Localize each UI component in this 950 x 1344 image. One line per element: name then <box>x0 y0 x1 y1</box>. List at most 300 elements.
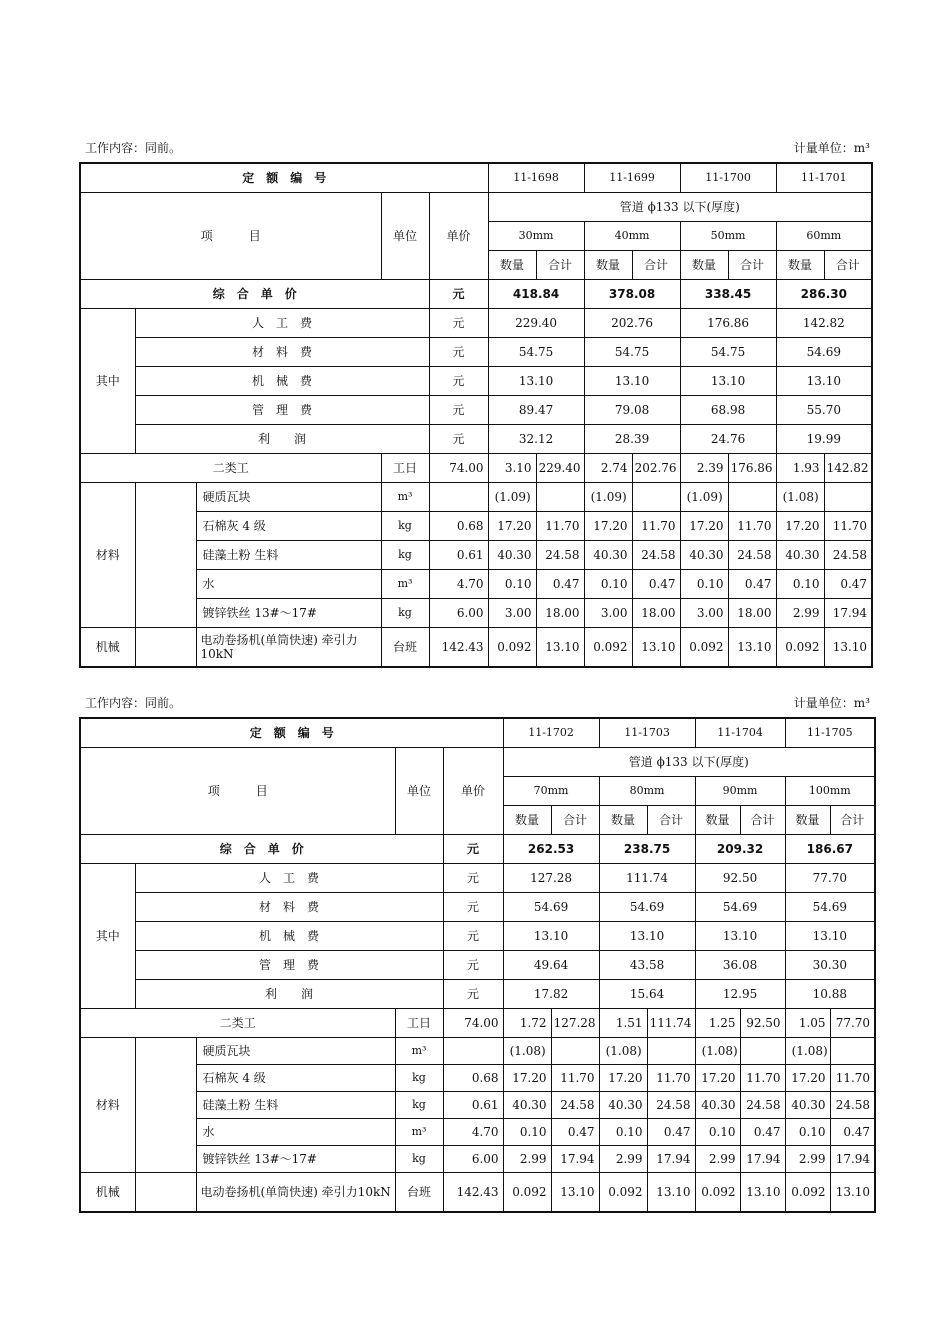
machine-sum: 13.10 <box>824 627 872 667</box>
material-qty: 40.30 <box>503 1091 551 1118</box>
material-sum: 24.58 <box>728 540 776 569</box>
material-name: 水 <box>196 1118 395 1145</box>
header-row <box>80 192 872 221</box>
material-sum: 0.47 <box>551 1118 599 1145</box>
material-price: 4.70 <box>429 569 488 598</box>
material-sum: 11.70 <box>728 511 776 540</box>
material-qty: 2.99 <box>695 1145 740 1172</box>
material-qty: (1.08) <box>776 482 824 511</box>
machine-qty: 0.092 <box>776 627 824 667</box>
total-row <box>80 834 875 863</box>
among-value: 77.70 <box>785 863 875 892</box>
qty-label: 数量 <box>503 805 551 834</box>
material-blank <box>135 482 196 627</box>
machine-price: 142.43 <box>443 1172 503 1212</box>
material-label <box>80 1037 135 1172</box>
material-unit: m³ <box>381 482 429 511</box>
among-name: 人 工 费 <box>135 308 429 337</box>
quota-label: 定 额 编 号 <box>80 718 503 747</box>
total-label: 综 合 单 价 <box>80 834 443 863</box>
among-unit: 元 <box>443 950 503 979</box>
material-sum: 0.47 <box>728 569 776 598</box>
machine-qty: 0.092 <box>503 1172 551 1212</box>
quota-table <box>79 162 873 668</box>
material-qty: 2.99 <box>785 1145 830 1172</box>
material-qty: 2.99 <box>776 598 824 627</box>
thickness-label: 70mm <box>503 776 599 805</box>
among-value: 24.76 <box>680 424 776 453</box>
among-value: 127.28 <box>503 863 599 892</box>
material-sum: 17.94 <box>551 1145 599 1172</box>
among-row <box>80 424 872 453</box>
material-qty: 40.30 <box>488 540 536 569</box>
among-row <box>80 395 872 424</box>
among-text: 其中 <box>95 928 120 943</box>
among-name: 机 械 费 <box>135 366 429 395</box>
labor-sum: 142.82 <box>824 453 872 482</box>
block-header <box>79 136 872 162</box>
among-row <box>80 950 875 979</box>
group-label: 管道 ϕ133 以下(厚度) <box>503 747 875 776</box>
among-name: 材 料 费 <box>135 892 443 921</box>
material-qty: (1.08) <box>599 1037 647 1064</box>
thickness-label: 40mm <box>584 221 680 250</box>
material-label <box>80 482 135 627</box>
machine-label: 机械 <box>80 627 135 667</box>
among-value: 55.70 <box>776 395 872 424</box>
labor-sum: 176.86 <box>728 453 776 482</box>
among-unit: 元 <box>443 921 503 950</box>
material-sum: 17.94 <box>824 598 872 627</box>
among-row <box>80 308 872 337</box>
material-qty: 40.30 <box>599 1091 647 1118</box>
among-value: 19.99 <box>776 424 872 453</box>
material-sum: 0.47 <box>632 569 680 598</box>
machine-label: 机械 <box>80 1172 135 1212</box>
material-qty: 40.30 <box>695 1091 740 1118</box>
quota-code: 11-1698 <box>488 163 584 192</box>
material-row <box>80 540 872 569</box>
material-unit: kg <box>381 511 429 540</box>
machine-qty: 0.092 <box>599 1172 647 1212</box>
material-sum <box>728 482 776 511</box>
unit-col-text: 单位 <box>406 783 431 798</box>
total-value: 238.75 <box>599 834 695 863</box>
quota-code: 11-1703 <box>599 718 695 747</box>
material-qty: 0.10 <box>680 569 728 598</box>
machine-unit: 台班 <box>381 627 429 667</box>
among-value: 32.12 <box>488 424 584 453</box>
among-name: 利 润 <box>135 979 443 1008</box>
sum-label: 合计 <box>728 250 776 279</box>
material-qty: 3.00 <box>488 598 536 627</box>
material-unit: m³ <box>381 569 429 598</box>
material-sum <box>740 1037 785 1064</box>
labor-unit: 工日 <box>395 1008 443 1037</box>
block-header <box>79 691 872 717</box>
material-qty: 17.20 <box>584 511 632 540</box>
material-sum: 24.58 <box>632 540 680 569</box>
material-sum <box>824 482 872 511</box>
material-qty: (1.09) <box>488 482 536 511</box>
price-col-text: 单价 <box>461 783 486 798</box>
machine-sum: 13.10 <box>551 1172 599 1212</box>
material-qty: 0.10 <box>584 569 632 598</box>
among-value: 54.69 <box>503 892 599 921</box>
material-row <box>80 1118 875 1145</box>
sum-label: 合计 <box>830 805 875 834</box>
material-price: 6.00 <box>429 598 488 627</box>
labor-qty: 1.05 <box>785 1008 830 1037</box>
material-qty: 0.10 <box>599 1118 647 1145</box>
thickness-label: 60mm <box>776 221 872 250</box>
sum-label: 合计 <box>740 805 785 834</box>
quota-code-row <box>80 163 872 192</box>
quota-code: 11-1699 <box>584 163 680 192</box>
material-name: 水 <box>196 569 381 598</box>
material-sum: 17.94 <box>740 1145 785 1172</box>
material-price: 6.00 <box>443 1145 503 1172</box>
total-value: 209.32 <box>695 834 785 863</box>
among-value: 13.10 <box>680 366 776 395</box>
labor-qty: 1.72 <box>503 1008 551 1037</box>
material-unit: kg <box>395 1145 443 1172</box>
material-row <box>80 1037 875 1064</box>
among-row <box>80 979 875 1008</box>
price-col-label <box>429 192 488 279</box>
among-value: 10.88 <box>785 979 875 1008</box>
labor-qty: 3.10 <box>488 453 536 482</box>
among-unit: 元 <box>443 863 503 892</box>
total-value: 262.53 <box>503 834 599 863</box>
machine-blank <box>135 627 196 667</box>
material-qty: 40.30 <box>680 540 728 569</box>
labor-sum: 111.74 <box>647 1008 695 1037</box>
material-qty: 2.99 <box>503 1145 551 1172</box>
material-sum: 11.70 <box>647 1064 695 1091</box>
material-qty: 17.20 <box>599 1064 647 1091</box>
material-sum: 11.70 <box>740 1064 785 1091</box>
material-text: 材料 <box>95 1097 120 1112</box>
among-unit: 元 <box>429 366 488 395</box>
labor-name: 二类工 <box>80 453 381 482</box>
machine-qty: 0.092 <box>785 1172 830 1212</box>
labor-sum: 202.76 <box>632 453 680 482</box>
material-name: 硬质瓦块 <box>196 1037 395 1064</box>
material-price: 0.61 <box>443 1091 503 1118</box>
material-sum <box>647 1037 695 1064</box>
total-value: 338.45 <box>680 279 776 308</box>
material-unit: kg <box>381 598 429 627</box>
material-unit: m³ <box>395 1037 443 1064</box>
among-name: 材 料 费 <box>135 337 429 366</box>
material-sum: 11.70 <box>536 511 584 540</box>
among-value: 17.82 <box>503 979 599 1008</box>
sum-label: 合计 <box>632 250 680 279</box>
total-row <box>80 279 872 308</box>
sum-label: 合计 <box>647 805 695 834</box>
among-value: 54.69 <box>785 892 875 921</box>
labor-unit: 工日 <box>381 453 429 482</box>
unit-col-label <box>395 747 443 834</box>
price-col-text: 单价 <box>446 228 471 243</box>
material-qty: 2.99 <box>599 1145 647 1172</box>
material-name: 硅藻土粉 生料 <box>196 1091 395 1118</box>
material-qty: 3.00 <box>680 598 728 627</box>
among-value: 54.75 <box>680 337 776 366</box>
machine-sum: 13.10 <box>740 1172 785 1212</box>
material-sum: 0.47 <box>647 1118 695 1145</box>
material-sum <box>551 1037 599 1064</box>
material-sum: 11.70 <box>830 1064 875 1091</box>
unit-col-text: 单位 <box>392 228 417 243</box>
work-content: 工作内容：同前。 <box>85 696 182 710</box>
thickness-label: 80mm <box>599 776 695 805</box>
machine-qty: 0.092 <box>584 627 632 667</box>
among-value: 89.47 <box>488 395 584 424</box>
qty-label: 数量 <box>488 250 536 279</box>
machine-sum: 13.10 <box>830 1172 875 1212</box>
among-row <box>80 892 875 921</box>
quota-code: 11-1702 <box>503 718 599 747</box>
material-row <box>80 511 872 540</box>
material-price: 0.68 <box>443 1064 503 1091</box>
quota-block-2 <box>79 691 872 1213</box>
material-price: 0.61 <box>429 540 488 569</box>
material-unit: kg <box>395 1064 443 1091</box>
material-qty: 17.20 <box>488 511 536 540</box>
machine-name: 电动卷扬机(单筒快速) 牵引力10kN <box>196 1172 395 1212</box>
among-value: 13.10 <box>599 921 695 950</box>
among-value: 54.69 <box>776 337 872 366</box>
header-row <box>80 747 875 776</box>
work-content: 工作内容：同前。 <box>85 141 182 155</box>
among-unit: 元 <box>429 395 488 424</box>
among-value: 54.75 <box>488 337 584 366</box>
quota-label: 定 额 编 号 <box>80 163 488 192</box>
labor-qty: 2.74 <box>584 453 632 482</box>
item-label: 项 目 <box>80 747 395 834</box>
among-unit: 元 <box>429 424 488 453</box>
material-name: 镀锌铁丝 13#～17# <box>196 598 381 627</box>
labor-qty: 2.39 <box>680 453 728 482</box>
labor-qty: 1.51 <box>599 1008 647 1037</box>
among-value: 13.10 <box>695 921 785 950</box>
qty-label: 数量 <box>584 250 632 279</box>
among-value: 13.10 <box>584 366 680 395</box>
material-sum: 18.00 <box>728 598 776 627</box>
among-value: 30.30 <box>785 950 875 979</box>
among-value: 13.10 <box>776 366 872 395</box>
material-qty: 40.30 <box>785 1091 830 1118</box>
quota-code: 11-1700 <box>680 163 776 192</box>
material-name: 硬质瓦块 <box>196 482 381 511</box>
material-sum: 24.58 <box>551 1091 599 1118</box>
thickness-label: 50mm <box>680 221 776 250</box>
among-value: 28.39 <box>584 424 680 453</box>
quota-code: 11-1704 <box>695 718 785 747</box>
labor-sum: 92.50 <box>740 1008 785 1037</box>
labor-price: 74.00 <box>429 453 488 482</box>
machine-sum: 13.10 <box>647 1172 695 1212</box>
material-qty: 0.10 <box>785 1118 830 1145</box>
material-row <box>80 482 872 511</box>
among-name: 管 理 费 <box>135 950 443 979</box>
material-qty: (1.08) <box>695 1037 740 1064</box>
material-sum: 24.58 <box>647 1091 695 1118</box>
unit-col-label <box>381 192 429 279</box>
labor-row <box>80 1008 875 1037</box>
among-name: 机 械 费 <box>135 921 443 950</box>
material-sum: 24.58 <box>536 540 584 569</box>
material-row <box>80 598 872 627</box>
material-unit: kg <box>381 540 429 569</box>
material-sum: 24.58 <box>740 1091 785 1118</box>
material-sum <box>830 1037 875 1064</box>
material-sum: 11.70 <box>632 511 680 540</box>
among-value: 229.40 <box>488 308 584 337</box>
material-qty: 40.30 <box>776 540 824 569</box>
among-name: 管 理 费 <box>135 395 429 424</box>
unit-note: 计量单位：m³ <box>793 141 870 155</box>
among-unit: 元 <box>429 337 488 366</box>
machine-blank <box>135 1172 196 1212</box>
material-sum: 17.94 <box>830 1145 875 1172</box>
total-unit: 元 <box>443 834 503 863</box>
among-value: 13.10 <box>488 366 584 395</box>
quota-block-1 <box>79 136 872 668</box>
among-value: 54.69 <box>599 892 695 921</box>
material-price: 4.70 <box>443 1118 503 1145</box>
material-qty: 17.20 <box>680 511 728 540</box>
group-label: 管道 ϕ133 以下(厚度) <box>488 192 872 221</box>
material-qty: 0.10 <box>776 569 824 598</box>
machine-qty: 0.092 <box>488 627 536 667</box>
quota-code: 11-1705 <box>785 718 875 747</box>
sum-label: 合计 <box>824 250 872 279</box>
material-qty: 0.10 <box>695 1118 740 1145</box>
among-value: 49.64 <box>503 950 599 979</box>
material-row <box>80 1091 875 1118</box>
among-row <box>80 366 872 395</box>
thickness-label: 30mm <box>488 221 584 250</box>
material-sum <box>632 482 680 511</box>
labor-sum: 77.70 <box>830 1008 875 1037</box>
machine-row <box>80 627 872 667</box>
machine-sum: 13.10 <box>536 627 584 667</box>
material-sum: 0.47 <box>824 569 872 598</box>
material-sum: 24.58 <box>830 1091 875 1118</box>
quota-code: 11-1701 <box>776 163 872 192</box>
labor-sum: 229.40 <box>536 453 584 482</box>
material-name: 硅藻土粉 生料 <box>196 540 381 569</box>
machine-unit: 台班 <box>395 1172 443 1212</box>
material-qty: 17.20 <box>776 511 824 540</box>
total-value: 378.08 <box>584 279 680 308</box>
among-row <box>80 921 875 950</box>
labor-qty: 1.93 <box>776 453 824 482</box>
among-value: 68.98 <box>680 395 776 424</box>
machine-qty: 0.092 <box>680 627 728 667</box>
quota-code-row <box>80 718 875 747</box>
among-value: 13.10 <box>785 921 875 950</box>
thickness-label: 90mm <box>695 776 785 805</box>
material-sum <box>536 482 584 511</box>
material-qty: 17.20 <box>503 1064 551 1091</box>
material-qty: 17.20 <box>785 1064 830 1091</box>
among-value: 176.86 <box>680 308 776 337</box>
labor-row <box>80 453 872 482</box>
total-label: 综 合 单 价 <box>80 279 429 308</box>
among-value: 142.82 <box>776 308 872 337</box>
material-blank <box>135 1037 196 1172</box>
among-value: 202.76 <box>584 308 680 337</box>
material-qty: 17.20 <box>695 1064 740 1091</box>
sum-label: 合计 <box>536 250 584 279</box>
price-col-label <box>443 747 503 834</box>
among-value: 13.10 <box>503 921 599 950</box>
qty-label: 数量 <box>776 250 824 279</box>
material-qty: 0.10 <box>503 1118 551 1145</box>
machine-sum: 13.10 <box>632 627 680 667</box>
among-value: 79.08 <box>584 395 680 424</box>
material-qty: (1.08) <box>785 1037 830 1064</box>
machine-qty: 0.092 <box>695 1172 740 1212</box>
material-qty: (1.09) <box>584 482 632 511</box>
among-row <box>80 337 872 366</box>
among-row <box>80 863 875 892</box>
among-unit: 元 <box>443 979 503 1008</box>
total-value: 418.84 <box>488 279 584 308</box>
among-value: 54.69 <box>695 892 785 921</box>
material-qty: (1.08) <box>503 1037 551 1064</box>
machine-price: 142.43 <box>429 627 488 667</box>
material-name: 镀锌铁丝 13#～17# <box>196 1145 395 1172</box>
material-row <box>80 1064 875 1091</box>
material-name: 石棉灰 4 级 <box>196 1064 395 1091</box>
material-sum: 11.70 <box>824 511 872 540</box>
material-price <box>429 482 488 511</box>
material-name: 石棉灰 4 级 <box>196 511 381 540</box>
among-name: 人 工 费 <box>135 863 443 892</box>
material-qty: 40.30 <box>584 540 632 569</box>
among-unit: 元 <box>443 892 503 921</box>
material-qty: 3.00 <box>584 598 632 627</box>
material-qty: 0.10 <box>488 569 536 598</box>
material-sum: 17.94 <box>647 1145 695 1172</box>
total-unit: 元 <box>429 279 488 308</box>
among-value: 15.64 <box>599 979 695 1008</box>
among-value: 111.74 <box>599 863 695 892</box>
qty-label: 数量 <box>680 250 728 279</box>
item-label: 项 目 <box>80 192 381 279</box>
material-sum: 18.00 <box>632 598 680 627</box>
quota-table <box>79 717 876 1213</box>
machine-sum: 13.10 <box>728 627 776 667</box>
among-value: 92.50 <box>695 863 785 892</box>
thickness-label: 100mm <box>785 776 875 805</box>
among-value: 36.08 <box>695 950 785 979</box>
material-sum: 0.47 <box>536 569 584 598</box>
material-row <box>80 569 872 598</box>
unit-note: 计量单位：m³ <box>793 696 870 710</box>
material-price: 0.68 <box>429 511 488 540</box>
material-price <box>443 1037 503 1064</box>
material-qty: (1.09) <box>680 482 728 511</box>
total-value: 286.30 <box>776 279 872 308</box>
among-value: 43.58 <box>599 950 695 979</box>
labor-sum: 127.28 <box>551 1008 599 1037</box>
